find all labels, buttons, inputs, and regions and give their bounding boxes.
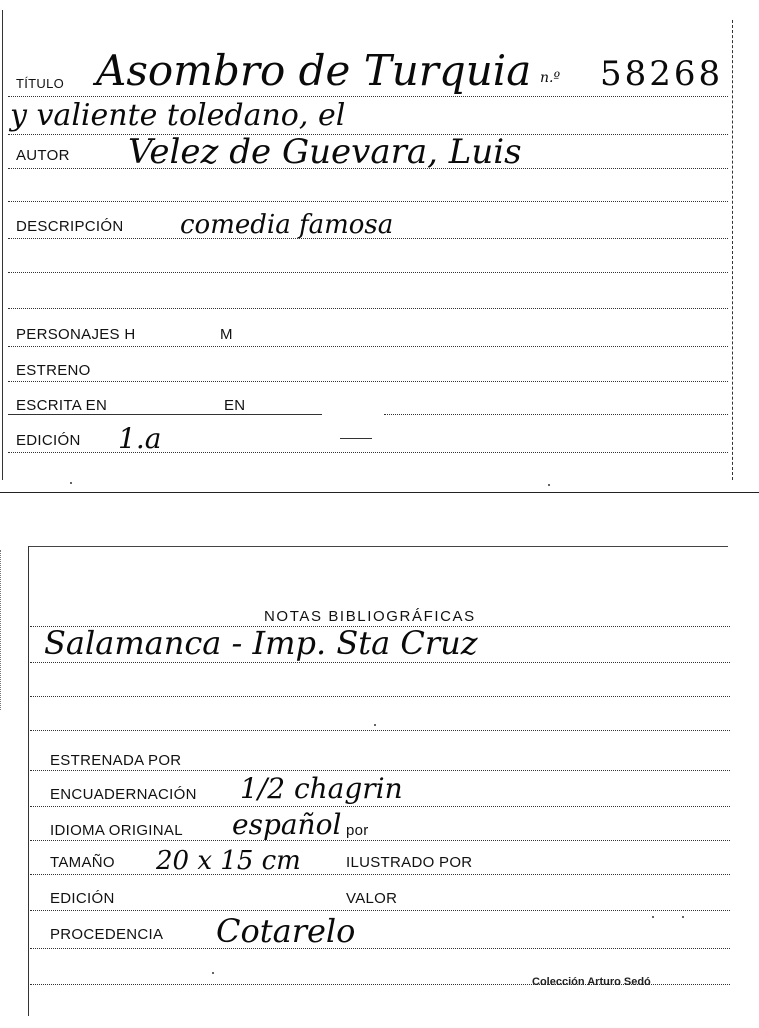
estrenada-rule [30,770,730,771]
blank-rule-3 [8,308,728,309]
en-rule [384,414,728,415]
card-left-edge [2,10,3,480]
estreno-label: ESTRENO [16,362,91,379]
pen-stroke-mark [340,438,372,439]
autor-value: Velez de Guevara, Luis [128,132,522,172]
tamano-value: 20 x 15 cm [156,846,301,876]
autor-rule [8,168,728,169]
tamano-label: TAMAÑO [50,854,115,871]
procedencia-rule [30,948,730,949]
titulo-value: Asombro de Turquia [96,46,532,95]
catalog-card-bottom [0,540,759,1028]
encuadernacion-label: ENCUADERNACIÓN [50,786,197,803]
numero-value: 58268 [600,54,724,94]
card-shadow-edge [0,550,1,710]
edicion-rule-bottom [30,910,730,911]
titulo-rule [8,96,728,97]
card-left-edge [28,546,29,1016]
ilustrado-label: ILUSTRADO POR [346,854,473,871]
collection-footer: Colección Arturo Sedó [532,976,651,988]
escrita-rule [8,414,322,415]
descripcion-label: DESCRIPCIÓN [16,218,124,235]
speck [212,972,214,974]
blank-rule-1 [8,201,728,202]
tamano-rule [30,874,730,875]
descripcion-rule [8,238,728,239]
card-right-edge [732,20,733,480]
encuadernacion-value: 1/2 chagrin [240,772,403,805]
blank-rule-2 [8,272,728,273]
valor-label: VALOR [346,890,398,907]
numero-label: n.º [540,70,561,86]
notas-rule-1 [30,662,730,663]
personajes-m-label: M [220,326,233,343]
edicion-rule [8,452,728,453]
procedencia-label: PROCEDENCIA [50,926,164,943]
catalog-card-top [0,0,759,493]
edicion-label-bottom: EDICIÓN [50,890,115,907]
speck [652,916,654,918]
estrenada-label: ESTRENADA POR [50,752,182,769]
speck [70,482,72,484]
edicion-label: EDICIÓN [16,432,81,449]
speck [682,916,684,918]
descripcion-value: comedia famosa [180,210,394,240]
en-label: EN [224,397,246,414]
idioma-label: IDIOMA ORIGINAL [50,822,183,839]
procedencia-value: Cotarelo [216,912,356,950]
personajes-rule [8,346,728,347]
escrita-label: ESCRITA EN [16,397,108,414]
idioma-value: español [232,808,342,841]
autor-label: AUTOR [16,147,70,164]
notas-value: Salamanca - Imp. Sta Cruz [44,624,478,662]
card-top-edge [28,546,728,547]
speck [374,724,376,726]
encuadernacion-rule [30,806,730,807]
titulo-label: TÍTULO [16,76,65,91]
edicion-value: 1.a [118,422,162,455]
titulo-continuation: y valiente toledano, el [10,98,346,133]
idioma-rule [30,840,730,841]
idioma-por-label: por [346,822,369,839]
personajes-label: PERSONAJES H [16,326,136,343]
notas-header: NOTAS BIBLIOGRÁFICAS [264,608,476,625]
notas-rule-3 [30,730,730,731]
estreno-rule [8,381,728,382]
notas-rule-2 [30,696,730,697]
speck [548,484,550,486]
